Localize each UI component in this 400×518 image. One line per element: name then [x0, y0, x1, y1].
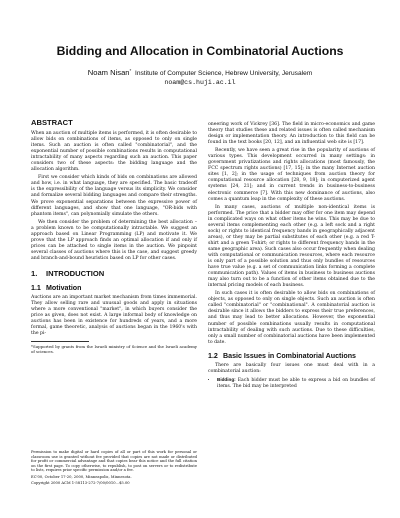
body-paragraph: oneering work of Vickrey [36]. The field in micro-economics and game theory that studies these and related issues is often called mechanism design or implementation theory. An introduction to this field can be found in the text books [20, 12], and an influential web site is [17].: [208, 122, 375, 146]
author-email: noam@cs.huji.ac.il: [164, 79, 236, 86]
author-line: [0, 68, 400, 77]
subsection-number: 1.1: [31, 283, 41, 292]
section-heading-introduction: [31, 269, 197, 278]
abstract-heading: ABSTRACT: [31, 118, 73, 127]
copyright-line: Copyright 2000 ACM 1-58113-272-7/00/0010...$5.00: [31, 481, 130, 486]
abstract-paragraph: We then consider the problem of determining the best allocation – a problem known to be computationally intractable. We suggest an approach based on Linear Programming (LP) and motivate it. We prove that the LP approach finds an optimal allocation if and only if prices can be attached to single items in the auction. We pinpoint several classes of auctions where this is the case, and suggest greedy and branch-and-bound heuristics based on LP for other cases.: [31, 219, 197, 261]
intro-paragraph: Auctions are an important market mechanism from times immemorial. They allow selling rare and unusual goods and apply in situations where a more conventional "market", in which buyers consider the price as given, does not exist. A large informal body of knowledge on auctions has been in existence for hundreds of years, and a more formal, game theoretic, analysis of auctions began in the 1960's with the pi-: [31, 294, 197, 337]
footnote-rule: [31, 341, 89, 342]
list-item-label: Bidding:: [217, 376, 236, 382]
body-paragraph: Recently, we have seen a great rise in the popularity of auctions of various types. This development occurred in many settings: in government privatizations and rights allocations (most famously, the FCC spectrum rights auctions) [17, 15]; in the many Internet auction sites [1, 2]; in the usage of techniques from auction theory for computational resource allocation [28, 9, 18]; in computerized agent systems [24, 21]; and in current trends in business-to-business electronic commerce [7]. With this new dominance of auctions, also comes a quantum leap in the complexity of these auctions.: [208, 148, 375, 202]
paper-title: Bidding and Allocation in Combinatorial Auctions: [56, 44, 344, 58]
author-affiliation: Institute of Computer Science, Hebrew University, Jerusalem: [135, 70, 313, 78]
abstract-paragraph: First we consider which kinds of bids on combinations are allowed and how, i.e. in what language, they are specified. The basic tradeoff is the expressibility of the language versus its simplicity. We consider and formalize several bidding languages and compare their strengths. We prove exponential separations between the expressive power of different languages, and show that one language, "OR-bids with phantom items", can polynomially simulate the others.: [31, 175, 197, 217]
subsection-heading-basic-issues: [208, 352, 375, 360]
section-title: INTRODUCTION: [46, 268, 105, 278]
abstract-paragraph: When an auction of multiple items is performed, it is often desirable to allow bids on combinations of items, as opposed to only on single items. Such an auction is often called "combinatorial", and the exponential number of possible combinations results in computational intractability of many aspects regarding such an auction. This paper considers two of these aspects: the bidding language and the allocation algorithm.: [31, 131, 198, 173]
body-paragraph: In such cases it is often desirable to allow bids on combinations of objects, as opposed to only on single objects. Such an auction is often called "combinatorial" or "combinational". A combinatorial auction is desirable since it allows the bidders to express their true preferences, and thus may lead to better allocations. However, the exponential number of possible combinations usually results in computational intractability of dealing with such auctions. Due to these difficulties, only a small number of combinatorial auctions have been implemented to date.: [208, 291, 375, 345]
author-footnote-mark: *: [129, 68, 132, 73]
section-number: 1.: [31, 268, 38, 278]
list-item: [217, 377, 375, 390]
permission-text: Permission to make digital or hard copies of all or part of this work for personal or classroom use is granted without fee provided that copies are not made or distributed for profit or commercial advantage and that copies bear this notice and the full citation on the first page. To copy otherwise, to republish, to post on servers or to redistribute to lists, requires prior specific permission and/or a fee.: [31, 450, 197, 473]
subsection-title: Motivation: [46, 283, 82, 292]
conference-line: EC'00, October 17-20, 2000, Minneapolis, Minnesota.: [31, 474, 132, 479]
author-name: Noam Nisan: [87, 68, 130, 78]
issues-list: [208, 377, 375, 390]
subsection-title: Basic Issues in Combinatorial Auctions: [223, 351, 356, 360]
body-paragraph: In many cases, auctions of multiple non-identical items is performed. The price that a bidder may offer for one item may depend in complicated ways on what other items he wins. This may be due to several items complementing each other (e.g. a left sock and a right sock) or rights to identical frequency bands in geographically adjacent areas), or they may be partial substitutes of each other (e.g. a red T-shirt and a green T-shirt; or rights to different frequency bands in the same geographic area). Such cases also occur frequently when dealing with computational or communication resources, where each resource is only part of a possible solution and thus only bundles of resources have true value (e.g. a set of communication links forming a complete communication path). Values of items in business to business auctions may also turn out to be a function of other items obtained due to the internal pricing models of each business.: [208, 204, 375, 289]
subsection-heading-motivation: [31, 284, 197, 292]
left-column: [31, 118, 197, 356]
body-paragraph: There are basically four issues one must deal with in a combinatorial auction:: [208, 362, 375, 374]
list-item-text: Each bidder must be able to express a bid on bundles of items. The bid may be interpreted: [217, 377, 375, 389]
subsection-number: 1.2: [208, 351, 218, 360]
permission-notice: [31, 450, 197, 488]
right-column: [208, 122, 375, 390]
footnote: *Supported by grants from the Israeli ministry of Science and the Israeli academy of sciences.: [31, 344, 197, 355]
